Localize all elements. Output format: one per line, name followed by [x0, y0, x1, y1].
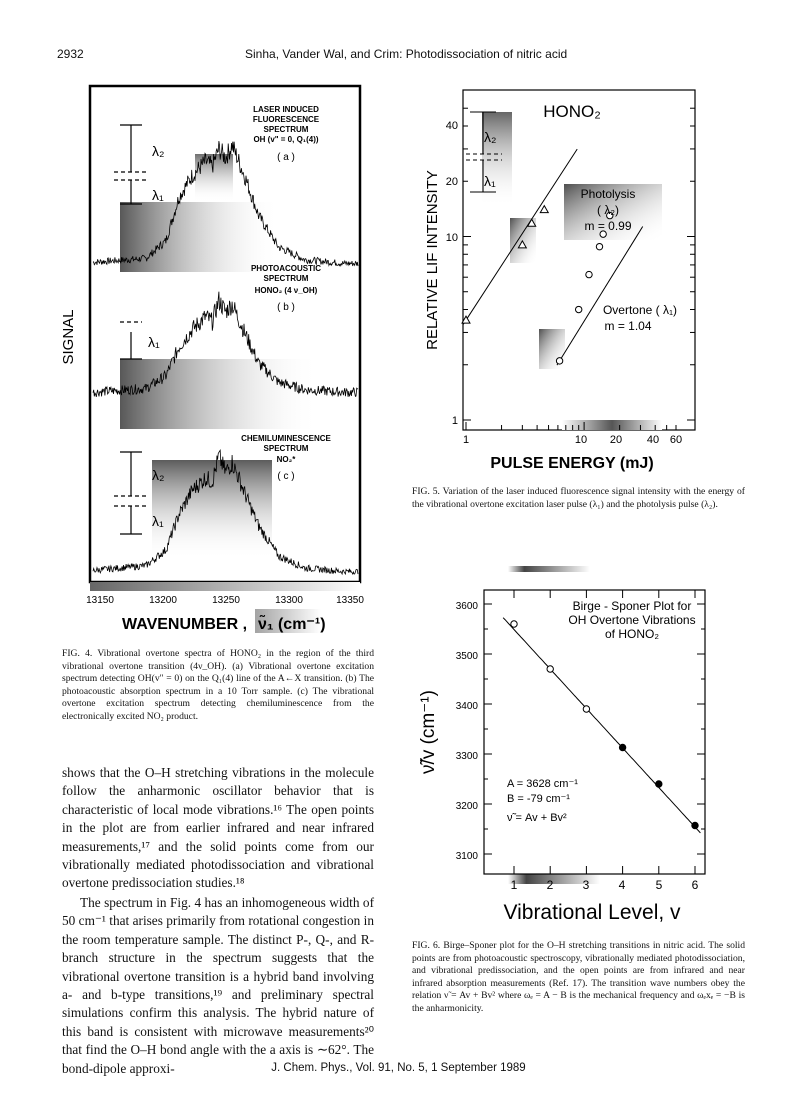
fig4a-subtitle: OH (v" = 0, Q₁(4)) [253, 135, 319, 144]
fig6-param-A: A = 3628 cm⁻¹ [507, 778, 578, 790]
fig5-overtone-point [586, 271, 592, 277]
fig6-solid-point [692, 822, 698, 828]
fig4b-title-2: SPECTRUM [263, 274, 309, 283]
fig6-formula: ν̃ = Av + Bv² [507, 812, 567, 824]
fig6-ytick: 3200 [455, 801, 478, 812]
figure-5 [412, 82, 712, 482]
fig6-x-label: Vibrational Level, v [503, 901, 681, 924]
fig5-overtone-point [596, 243, 602, 249]
fig6-ytick: 3300 [455, 751, 478, 762]
figure-6 [412, 562, 732, 932]
fig4-xtick: 13200 [149, 595, 177, 606]
figure-4 [62, 82, 382, 647]
journal-footer: J. Chem. Phys., Vol. 91, No. 5, 1 September 1989 [271, 1062, 526, 1074]
fig5-xtick: 10 [574, 434, 588, 446]
fig4a-title-1: LASER INDUCED [253, 105, 319, 114]
fig5-caption: FIG. 5. Variation of the laser induced fluorescence signal intensity with the energy of the vibrational overtone excitation laser pulse (λ₁) and the photolysis pulse (λ₂). [412, 486, 745, 510]
fig5-lambda1: λ₁ [484, 173, 496, 189]
fig4-xtick: 13300 [275, 595, 303, 606]
fig6-ytick: 3500 [455, 651, 478, 662]
fig4c-subtitle: NO₂* [276, 455, 296, 464]
fig5-ytick: 10 [445, 232, 458, 244]
fig5-xtick: 60 [669, 434, 683, 446]
fig4b-tag: ( b ) [277, 302, 295, 313]
fig6-title-3: of HONO₂ [605, 627, 659, 641]
fig5-xtick: 1 [462, 434, 470, 446]
fig6-y-label: ν̃/v (cm⁻¹) [418, 690, 439, 774]
fig5-lambda2: λ₂ [484, 129, 497, 145]
fig6-ytick: 3600 [455, 601, 478, 612]
fig6-solid-point [656, 781, 662, 787]
fig5-photolysis-fit [463, 149, 577, 324]
fig6-solid-point [619, 744, 625, 750]
fig4c-lambda1: λ₁ [152, 513, 164, 529]
fig5-x-label: PULSE ENERGY (mJ) [490, 455, 654, 472]
fig5-overtone-point [556, 358, 562, 364]
fig6-xtick: 2 [546, 878, 554, 892]
fig4-xtick: 13150 [86, 595, 114, 606]
fig6-xtick: 6 [691, 878, 699, 892]
fig6-xtick: 1 [510, 878, 518, 892]
fig6-ytick: 3100 [455, 851, 478, 862]
fig4a-tag: ( a ) [277, 152, 295, 163]
fig5-ytick: 20 [445, 176, 458, 188]
fig4a-title-3: SPECTRUM [263, 125, 309, 134]
fig6-open-point [583, 706, 589, 712]
fig5-photolysis-point [540, 206, 548, 213]
fig4c-tag: ( c ) [277, 471, 295, 482]
fig4a-title-2: FLUORESCENCE [252, 115, 320, 124]
fig4a-lambda1: λ₁ [152, 187, 164, 203]
fig5-photolysis-label: Photolysis [580, 187, 636, 201]
fig4-xtick: 13250 [212, 595, 240, 606]
body-paragraph-1: shows that the O–H stretching vibrations in the molecule follow the anharmonic oscillator behavior that is characteristic of local mode vibrations.¹⁶ The open points in the plot are from earlier infrared and near infrared measurements,¹⁷ and the solid points come from our vibrationally mediated photodissociation and vibrational overtone predissociation studies.¹⁸ [62, 765, 374, 891]
fig5-photolysis-slope: m = 0.99 [584, 219, 632, 233]
fig4b-subtitle: HONO₂ (4 ν_OH) [254, 286, 318, 295]
fig5-overtone-point [575, 306, 581, 312]
fig6-title-1: Birge - Sponer Plot for [572, 599, 692, 613]
fig5-xtick: 20 [609, 434, 623, 446]
page-number: 2932 [57, 47, 84, 61]
fig6-xtick: 4 [618, 878, 626, 892]
fig6-title-2: OH Overtone Vibrations [568, 613, 696, 627]
fig5-xtick: 40 [646, 434, 660, 446]
fig6-xtick: 3 [582, 878, 590, 892]
running-title: Sinha, Vander Wal, and Crim: Photodissociation of nitric acid [245, 47, 568, 61]
fig6-open-point [547, 666, 553, 672]
fig4c-lambda2: λ₂ [152, 467, 165, 483]
body-paragraph-2: The spectrum in Fig. 4 has an inhomogeneous width of 50 cm⁻¹ that arises primarily from rotational congestion in the room temperature sample. The distinct P-, Q-, and R-branch structure in the spectrum suggests that the vibrational overtone transition is a hybrid band involving a- and b-type transitions,¹⁹ and preliminary spectral simulations confirm this analysis. The hybrid nature of this band is consistent with microwave measurements²⁰ that find the O–H bond angle with the a axis is ∼62°. The bond-dipole approxi- [62, 895, 374, 1076]
fig4c-title-2: SPECTRUM [263, 444, 309, 453]
fig4a-lambda2: λ₂ [152, 143, 165, 159]
fig5-overtone-label: Overtone ( λ₁) [602, 303, 678, 317]
fig4-x-label-right: ν̃₁ (cm⁻¹) [258, 616, 326, 633]
fig5-title: HONO₂ [543, 102, 601, 121]
fig4b-title-1: PHOTOACOUSTIC [250, 264, 322, 273]
fig5-ytick: 1 [451, 415, 458, 427]
fig5-y-label: RELATIVE LIF INTENSITY [424, 170, 441, 350]
fig6-ytick: 3400 [455, 701, 478, 712]
fig4-x-label-left: WAVENUMBER , [122, 616, 248, 633]
fig4-y-label: SIGNAL [60, 309, 77, 365]
fig5-overtone-slope: m = 1.04 [604, 319, 652, 333]
fig5-photolysis-lambda: ( λ₂) [597, 203, 619, 217]
fig4-xtick: 13350 [336, 595, 364, 606]
fig4b-lambda1: λ₁ [148, 334, 160, 350]
fig6-caption: FIG. 6. Birge–Sponer plot for the O–H stretching transitions in nitric acid. The solid points are from photoacoustic spectroscopy, vibrationally mediated photodissociation, and vibrational predissociation, and the open points are from infrared and near infrared absorption measurements (Ref. 17). The transition wave numbers obey the relation ν̃ = Av + Bv² where ωₑ = A − B is the mechanical frequency and ωₑxₑ = −B is the anharmonicity. [412, 940, 745, 1014]
fig6-xtick: 5 [655, 878, 663, 892]
fig4c-title-1: CHEMILUMINESCENCE [241, 434, 331, 443]
fig4-caption: FIG. 4. Vibrational overtone spectra of HONO₂ in the region of the third vibrational overtone transition (4ν_OH). (a) Vibrational overtone excitation spectrum detecting OH(v" = 0) on the Q₁(4) line of the A←X transition. (b) The photoacoustic absorption spectrum in a 10 Torr sample. (c) The vibrational overtone excitation spectrum detecting chemiluminescence from the electronically excited NO₂ product. [62, 648, 374, 722]
fig6-param-B: B = -79 cm⁻¹ [507, 793, 570, 805]
fig5-ytick: 40 [445, 120, 458, 132]
fig6-open-point [511, 621, 517, 627]
